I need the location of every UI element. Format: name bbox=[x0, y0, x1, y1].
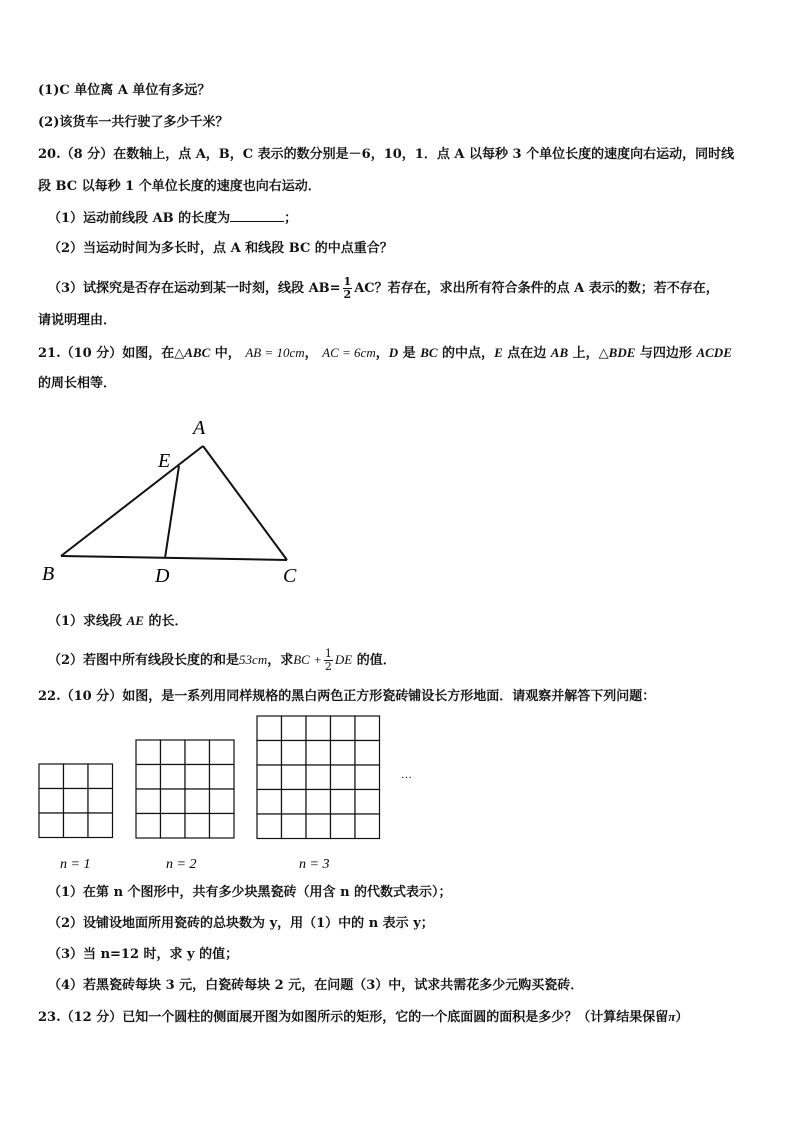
tile bbox=[185, 814, 210, 839]
tile bbox=[257, 814, 282, 839]
tile bbox=[306, 790, 331, 815]
tile bbox=[185, 740, 210, 765]
tile bbox=[355, 716, 380, 741]
q21-stem-e: 的中点， bbox=[437, 346, 495, 361]
tile bbox=[331, 790, 356, 815]
pi-symbol: π bbox=[668, 1009, 676, 1024]
q22-part3: （3）当 n=12 时，求 y 的值； bbox=[48, 947, 239, 962]
tile bbox=[306, 716, 331, 741]
q20-part1-text: （1）运动前线段 AB 的长度为 bbox=[48, 211, 231, 226]
tile bbox=[185, 789, 210, 814]
label-n1: n = 1 bbox=[60, 857, 91, 872]
tile bbox=[331, 741, 356, 766]
tile bbox=[39, 789, 64, 814]
tile bbox=[136, 765, 161, 790]
tile bbox=[136, 814, 161, 839]
q21-part2-pre: （2）若图中所有线段长度的和是 bbox=[48, 653, 240, 668]
q20-stem-line2: 段 BC 以每秒 1 个单位长度的速度也向右运动． bbox=[38, 179, 321, 194]
tile bbox=[88, 789, 113, 814]
tile bbox=[136, 789, 161, 814]
q20-part3-rest: AC？若存在，求出所有符合条件的点 A 表示的数；若不存在， bbox=[354, 281, 719, 296]
triangle-abc: ABC bbox=[184, 345, 211, 360]
tile bbox=[88, 813, 113, 838]
tile bbox=[136, 740, 161, 765]
tile-figures bbox=[0, 700, 794, 880]
tile bbox=[355, 790, 380, 815]
q21-stem-g: 上，△ bbox=[568, 346, 609, 361]
q22-part1: （1）在第 n 个图形中，共有多少块黑瓷砖（用含 n 的代数式表示）； bbox=[48, 885, 452, 900]
fraction-denominator: 2 bbox=[324, 660, 332, 673]
tile bbox=[282, 765, 307, 790]
q19-part1: (1)C 单位离 A 单位有多远？ bbox=[38, 83, 211, 98]
tile bbox=[306, 765, 331, 790]
tile bbox=[64, 813, 89, 838]
expr-bc: BC + bbox=[293, 652, 322, 667]
segment-ab: AB bbox=[550, 345, 569, 360]
point-d: D bbox=[388, 345, 399, 360]
q20-part2: （2）当运动时间为多长时，点 A 和线段 BC 的中点重合？ bbox=[48, 241, 393, 256]
tile bbox=[64, 764, 89, 789]
tile bbox=[161, 789, 186, 814]
segment-bc: BC bbox=[420, 345, 438, 360]
tile bbox=[306, 814, 331, 839]
label-n3: n = 3 bbox=[299, 857, 330, 872]
tile bbox=[210, 789, 235, 814]
tile bbox=[161, 740, 186, 765]
tile bbox=[39, 764, 64, 789]
tile bbox=[210, 740, 235, 765]
tile bbox=[39, 813, 64, 838]
q23-close: ） bbox=[675, 1010, 689, 1025]
total-length: 53cm bbox=[239, 652, 268, 667]
tile bbox=[282, 814, 307, 839]
tile bbox=[331, 765, 356, 790]
q21-stem-h: 与四边形 bbox=[635, 346, 697, 361]
tile bbox=[161, 814, 186, 839]
label-c: C bbox=[283, 565, 297, 587]
tile bbox=[257, 716, 282, 741]
q21-stem-d: 是 bbox=[398, 346, 421, 361]
tile bbox=[257, 765, 282, 790]
segment-ae: AE bbox=[126, 613, 144, 628]
tile bbox=[331, 716, 356, 741]
tile bbox=[257, 790, 282, 815]
fraction-one-half bbox=[324, 648, 333, 673]
q23-stem-text: 23.（12 分）已知一个圆柱的侧面展开图为如图所示的矩形，它的一个底面圆的面积是多少？（计算结果保留 bbox=[38, 1010, 669, 1025]
q21-stem-line2: 的周长相等． bbox=[38, 376, 117, 391]
tile bbox=[331, 814, 356, 839]
tile bbox=[282, 790, 307, 815]
q21-part1-post: 的长． bbox=[143, 614, 188, 629]
q21-stem-f: 点在边 bbox=[502, 346, 551, 361]
label-d: D bbox=[155, 565, 170, 587]
q20-part3-line2: 请说明理由． bbox=[38, 313, 117, 328]
fraction-numerator: 1 bbox=[343, 275, 352, 288]
q20-part3-text: （3）试探究是否存在运动到某一时刻，线段 AB= bbox=[48, 281, 341, 296]
tile bbox=[210, 765, 235, 790]
q23-stem bbox=[38, 1008, 688, 1027]
equation-ab: AB = 10cm bbox=[245, 345, 305, 360]
label-n2: n = 2 bbox=[166, 857, 197, 872]
q22-part4: （4）若黑瓷砖每块 3 元，白瓷砖每块 2 元，在问题（3）中，试求共需花多少元购买瓷砖． bbox=[48, 978, 584, 993]
q19-part2: (2)该货车一共行驶了多少千米？ bbox=[38, 115, 229, 130]
q20-stem-line1: 20.（8 分）在数轴上，点 A，B，C 表示的数分别是－6，10，1．点 A 以每秒 3 个单位长度的速度向右运动，同时线 bbox=[38, 147, 735, 162]
q21-part2 bbox=[48, 648, 396, 673]
edge-ab bbox=[61, 446, 203, 556]
tile bbox=[185, 765, 210, 790]
tile-grids bbox=[39, 716, 380, 839]
quad-acde: ACDE bbox=[696, 345, 732, 360]
q20-part1-end: ； bbox=[284, 211, 298, 226]
ellipsis: … bbox=[401, 769, 412, 781]
tile bbox=[306, 741, 331, 766]
tile bbox=[355, 765, 380, 790]
tile bbox=[282, 741, 307, 766]
q21-part1 bbox=[48, 612, 187, 631]
label-e: E bbox=[158, 450, 171, 472]
q22-stem: 22.（10 分）如图，是一系列用同样规格的黑白两色正方形瓷砖铺设长方形地面．请观察并解答下列问题： bbox=[38, 689, 656, 704]
q21-part1-pre: （1）求线段 bbox=[48, 614, 127, 629]
q21-part2-post: 的值． bbox=[352, 653, 396, 668]
comma: ， bbox=[304, 346, 318, 361]
tile bbox=[257, 741, 282, 766]
edge-ac bbox=[203, 446, 287, 560]
tile bbox=[88, 764, 113, 789]
point-e: E bbox=[494, 345, 503, 360]
edge-bc bbox=[61, 556, 287, 560]
q21-stem-a: 21.（10 分）如图，在△ bbox=[38, 346, 185, 361]
tile bbox=[282, 716, 307, 741]
tile bbox=[161, 765, 186, 790]
q21-stem-b: 中， bbox=[210, 346, 241, 361]
tile bbox=[210, 814, 235, 839]
tile bbox=[355, 741, 380, 766]
q21-stem-c: ， bbox=[375, 346, 389, 361]
label-b: B bbox=[42, 563, 55, 585]
expr-de: DE bbox=[334, 652, 353, 667]
label-a: A bbox=[193, 417, 206, 439]
q21-part2-mid: ，求 bbox=[267, 653, 294, 668]
equation-ac: AC = 6cm bbox=[322, 345, 376, 360]
tile bbox=[64, 789, 89, 814]
triangle-bde: BDE bbox=[608, 345, 636, 360]
edge-de bbox=[165, 466, 179, 558]
fraction-denominator: 2 bbox=[343, 288, 352, 301]
q22-part2: （2）设铺设地面所用瓷砖的总块数为 y，用（1）中的 n 表示 y； bbox=[48, 916, 434, 931]
fraction-numerator: 1 bbox=[324, 647, 332, 660]
tile bbox=[355, 814, 380, 839]
